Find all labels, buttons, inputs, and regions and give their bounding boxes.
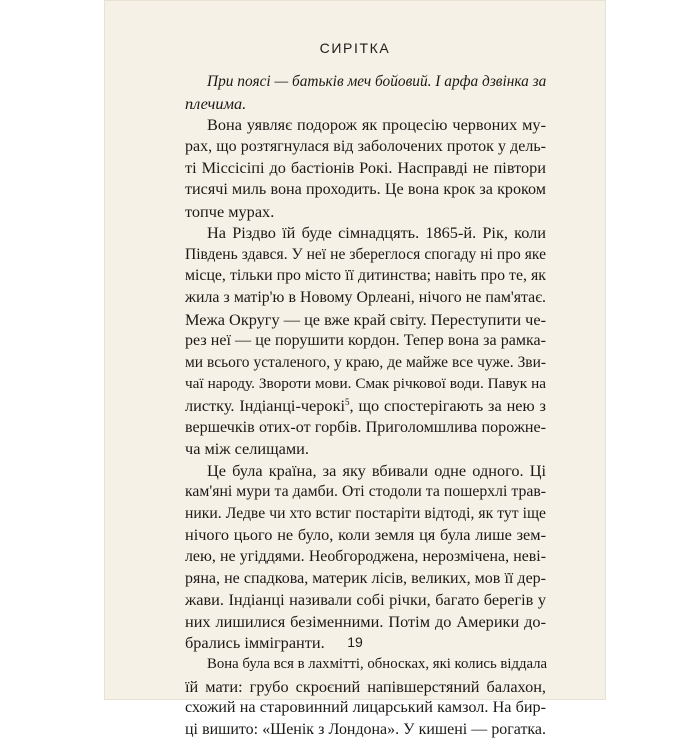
text-line: рез неї — це порушити кордон. Тепер вона за рамка- bbox=[185, 332, 546, 350]
text-line: рах, що розтягнулася від заболочених проток у дель- bbox=[185, 137, 546, 155]
text-line: брались іммігранти. bbox=[185, 633, 325, 653]
text-line: топче мурах. bbox=[185, 201, 275, 221]
text-line: ті Міссісіпі до бастіонів Рокі. Насправді не півтори bbox=[185, 158, 546, 178]
text-line: жави. Індіанці називали собі річки, багато берегів у bbox=[185, 590, 546, 610]
text-line: Південь здався. У неї не збереглося спогаду ні про яке bbox=[185, 245, 546, 263]
epigraph-line: При поясі — батьків меч бойовий. І арфа дзвінка за bbox=[207, 73, 547, 90]
text-segment: листку. Індіанці-черокі bbox=[185, 395, 345, 415]
text-line: ники. Ледве чи хто встиг постаріти відтоді, як тут іще bbox=[185, 504, 546, 522]
text-line: Це була країна, за яку вбивали одне одного. Ці bbox=[207, 460, 546, 480]
text-line: вершечків отих-от горбів. Приголомшлива порожне- bbox=[185, 418, 546, 436]
paragraph-3 bbox=[185, 460, 546, 654]
text-line: схожий на старовинний лицарський камзол. На бир- bbox=[185, 699, 546, 717]
text-line: Межа Округу — це вже край світу. Переступити че- bbox=[185, 309, 546, 329]
text-line: Вона була вся в лахмітті, обносках, які колись віддала bbox=[207, 656, 548, 673]
text-line: місце, тільки про місто її дитинства; навіть про те, як bbox=[185, 267, 546, 285]
text-line: ча між селищами. bbox=[185, 439, 309, 459]
text-line-with-footnote bbox=[185, 395, 546, 417]
paragraph-2 bbox=[185, 222, 546, 460]
text-line: тисячі миль вона проходить. Це вона крок за кроком bbox=[185, 180, 546, 198]
text-line: Вона уявляє подорож як процесію червоних му- bbox=[207, 115, 546, 135]
text-line: На Різдво їй буде сімнадцять. 1865-й. Рік, коли bbox=[207, 223, 546, 243]
epigraph bbox=[185, 71, 546, 114]
text-line: нічого цього не було, коли земля ця була лише зем- bbox=[185, 525, 546, 545]
text-line: їй мати: грубо скроєний напівшерстяний балахон, bbox=[185, 676, 546, 696]
text-line: ці вишито: «Шенік з Лондона». У кишені — рогатка. bbox=[185, 720, 546, 738]
text-line: жила з матір'ю в Новому Орлеані, нічого не пам'ятає. bbox=[185, 288, 546, 306]
text-line: чаї народу. Звороти мови. Смак річкової води. Павук на bbox=[185, 375, 546, 393]
footnote-mark[interactable]: 5 bbox=[345, 396, 350, 407]
text-line: них лишилися безіменними. Потім до Америки до- bbox=[185, 611, 546, 631]
book-page bbox=[104, 0, 606, 738]
text-line: лею, не угіддями. Необгороджена, нерозмічена, неві- bbox=[185, 548, 546, 566]
paragraph-4 bbox=[185, 654, 546, 740]
text-line: кам'яні мури та дамби. Оті стодоли та пошерхлі трав- bbox=[185, 483, 546, 501]
running-head: СИРІТКА bbox=[319, 40, 391, 56]
text-line: ряна, не спадкова, материк лісів, великих, мов її дер- bbox=[185, 569, 546, 587]
page-number: 19 bbox=[347, 634, 363, 650]
paragraph-1 bbox=[185, 114, 546, 222]
epigraph-line: плечима. bbox=[185, 93, 247, 113]
text-segment: , що спостерігають за нею з bbox=[349, 395, 546, 415]
text-line: ми всього усталеного, у краю, де майже все чуже. Зви- bbox=[185, 353, 546, 371]
